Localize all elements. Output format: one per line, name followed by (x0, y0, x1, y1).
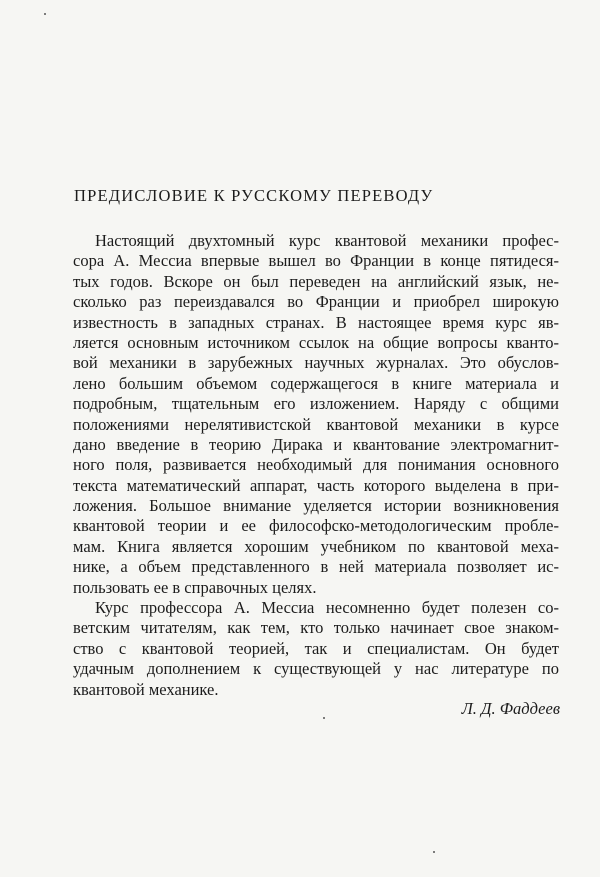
text-line: пользовать ее в справочных целях. (73, 577, 317, 597)
text-line: текста математический аппарат, часть которого выделена в при- (73, 475, 559, 495)
text-line: лено большим объемом содержащегося в книге материала и (73, 373, 559, 393)
text-line: подробным, тщательным его изложением. Наряду с общими (73, 394, 559, 414)
scan-speck (433, 851, 435, 853)
text-line: сора А. Мессиа впервые вышел во Франции в конце пятидеся- (73, 251, 559, 271)
text-line: вой механики в зарубежных научных журналах. Это обуслов- (73, 353, 559, 373)
paragraph-1 (73, 231, 559, 598)
text-line: тых годов. Вскоре он был переведен на английский язык, не- (73, 271, 559, 291)
text-line: дано введение в теорию Дирака и квантование электромагнит- (73, 434, 559, 454)
text-line: нике, а объем представленного в ней материала позволяет ис- (73, 557, 559, 577)
scan-speck (44, 13, 46, 15)
text-line: квантовой механике. (73, 679, 219, 699)
scan-speck (323, 717, 325, 719)
text-line: сколько раз переиздавался во Франции и приобрел широкую (73, 292, 559, 312)
preface-body (73, 231, 559, 700)
text-line: квантовой теории и ее философско-методологическим пробле- (73, 516, 559, 536)
text-line: Курс профессора А. Мессиа несомненно будет полезен со- (95, 598, 559, 618)
text-line: ство с квантовой теорией, так и специалистам. Он будет (73, 638, 559, 658)
text-line: ного поля, развивается необходимый для понимания основного (73, 455, 559, 475)
page-title: ПРЕДИСЛОВИЕ К РУССКОМУ ПЕРЕВОДУ (74, 186, 434, 205)
paragraph-2 (73, 598, 559, 700)
author-signature: Л. Д. Фаддеев (461, 699, 560, 718)
text-line: ляется основным источником ссылок на общие вопросы кванто- (73, 332, 559, 352)
text-line: Настоящий двухтомный курс квантовой механики профес- (95, 231, 559, 250)
text-line: удачным дополнением к существующей у нас литературе по (73, 659, 559, 679)
text-line: известность в западных странах. В настоящее время курс яв- (73, 312, 559, 332)
text-line: ветским читателям, как тем, кто только начинает свое знаком- (73, 618, 559, 638)
text-line: мам. Книга является хорошим учебником по квантовой меха- (73, 536, 559, 556)
text-line: ложения. Большое внимание уделяется истории возникновения (73, 496, 559, 516)
text-line: положениями нерелятивистской квантовой механики в курсе (73, 414, 559, 434)
